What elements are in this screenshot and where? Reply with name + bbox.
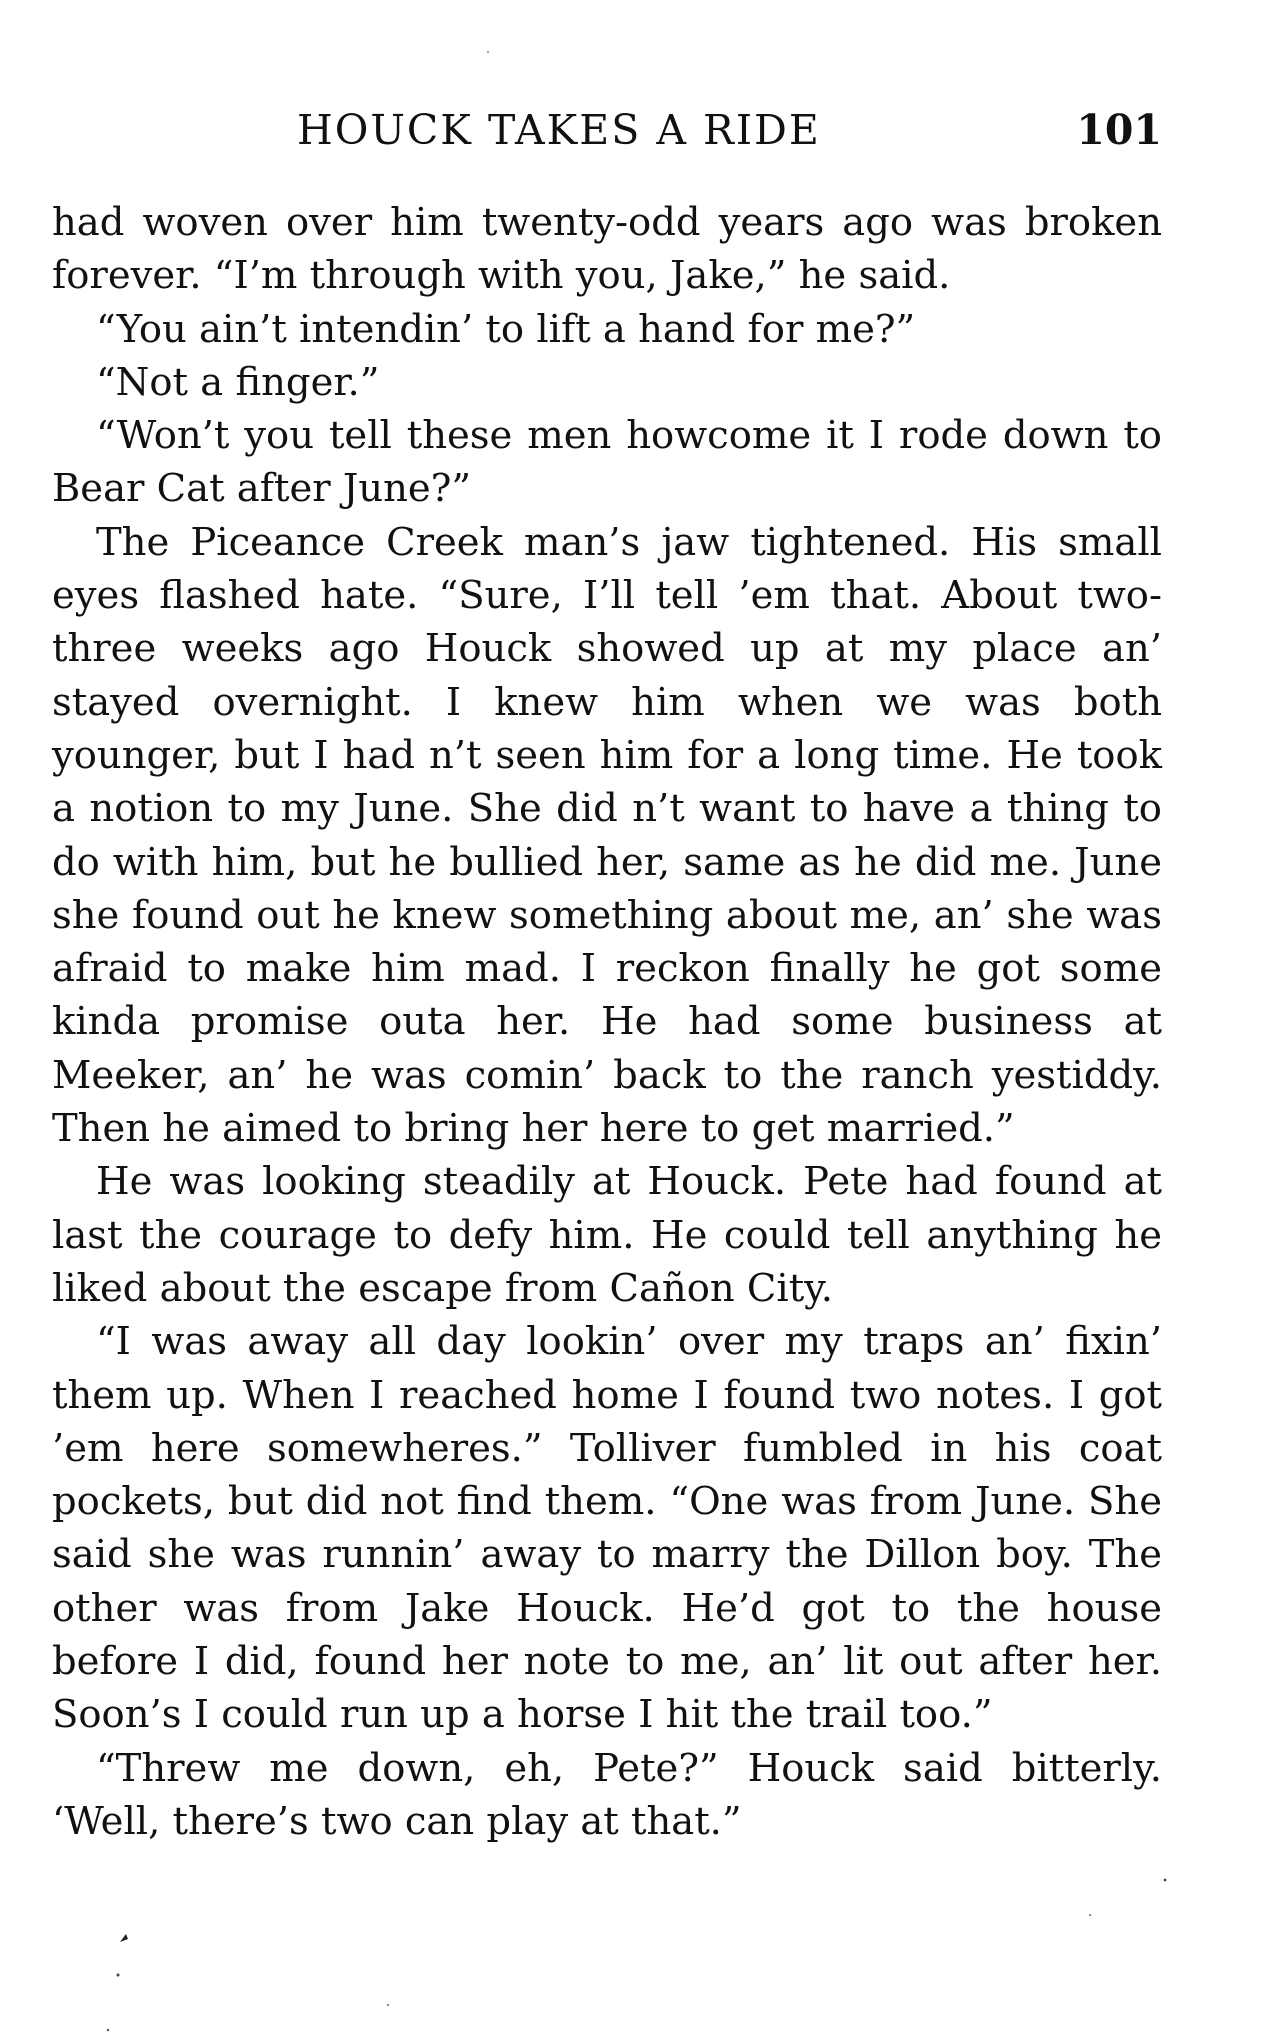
page-number: 101 bbox=[1076, 106, 1162, 154]
ink-speck bbox=[387, 2004, 389, 2006]
ink-speck bbox=[107, 2029, 109, 2031]
ink-speck bbox=[1164, 1879, 1167, 1882]
paragraph: “Not a finger.” bbox=[96, 359, 380, 405]
ink-speck bbox=[487, 51, 489, 53]
paragraph-continued: had woven over him twenty-odd years ago was broken forever. “I’m through with you, Jake,” he said. bbox=[52, 200, 1162, 299]
paragraph: “Threw me down, eh, Pete?” Houck said bitterly. ‘Well, there’s two can play at that.” bbox=[52, 1745, 1162, 1844]
page-header bbox=[52, 106, 1162, 166]
paragraph: “You ain’t intendin’ to lift a hand for me?” bbox=[96, 306, 916, 352]
paragraph: “Won’t you tell these men howcome it I rode down to Bear Cat after June?” bbox=[52, 413, 1162, 512]
body-text bbox=[52, 196, 1162, 1848]
paragraph: He was looking steadily at Houck. Pete had found at last the courage to defy him. He could tell anything he liked about the escape from Cañon City. bbox=[52, 1159, 1162, 1311]
ink-speck bbox=[1089, 1914, 1091, 1916]
ink-speck bbox=[117, 1974, 120, 1977]
ink-speck bbox=[120, 1934, 128, 1942]
running-title: HOUCK TAKES A RIDE bbox=[297, 106, 821, 154]
paragraph: The Piceance Creek man’s jaw tightened. His small eyes flashed hate. “Sure, I’ll tell ’em that. About two-three weeks ago Houck showed up at my place an’ stayed overnight. I knew him when we was both younger, but I had n’t seen him for a long time. He took a notion to my June. She did n’t want to have a thing to do with him, but he bullied her, same as he did me. June she found out he knew something about me, an’ she was afraid to make him mad. I reckon finally he got some kinda promise outa her. He had some business at Meeker, an’ he was comin’ back to the ranch yestiddy. Then he aimed to bring her here to get married.” bbox=[52, 519, 1162, 1152]
paragraph: “I was away all day lookin’ over my traps an’ fixin’ them up. When I reached home I found two notes. I got ’em here somewheres.” Tolliver fumbled in his coat pockets, but did not find them. “One was from June. She said she was runnin’ away to marry the Dillon boy. The other was from Jake Houck. He’d got to the house before I did, found her note to me, an’ lit out after her. Soon’s I could run up a horse I hit the trail too.” bbox=[52, 1319, 1162, 1738]
